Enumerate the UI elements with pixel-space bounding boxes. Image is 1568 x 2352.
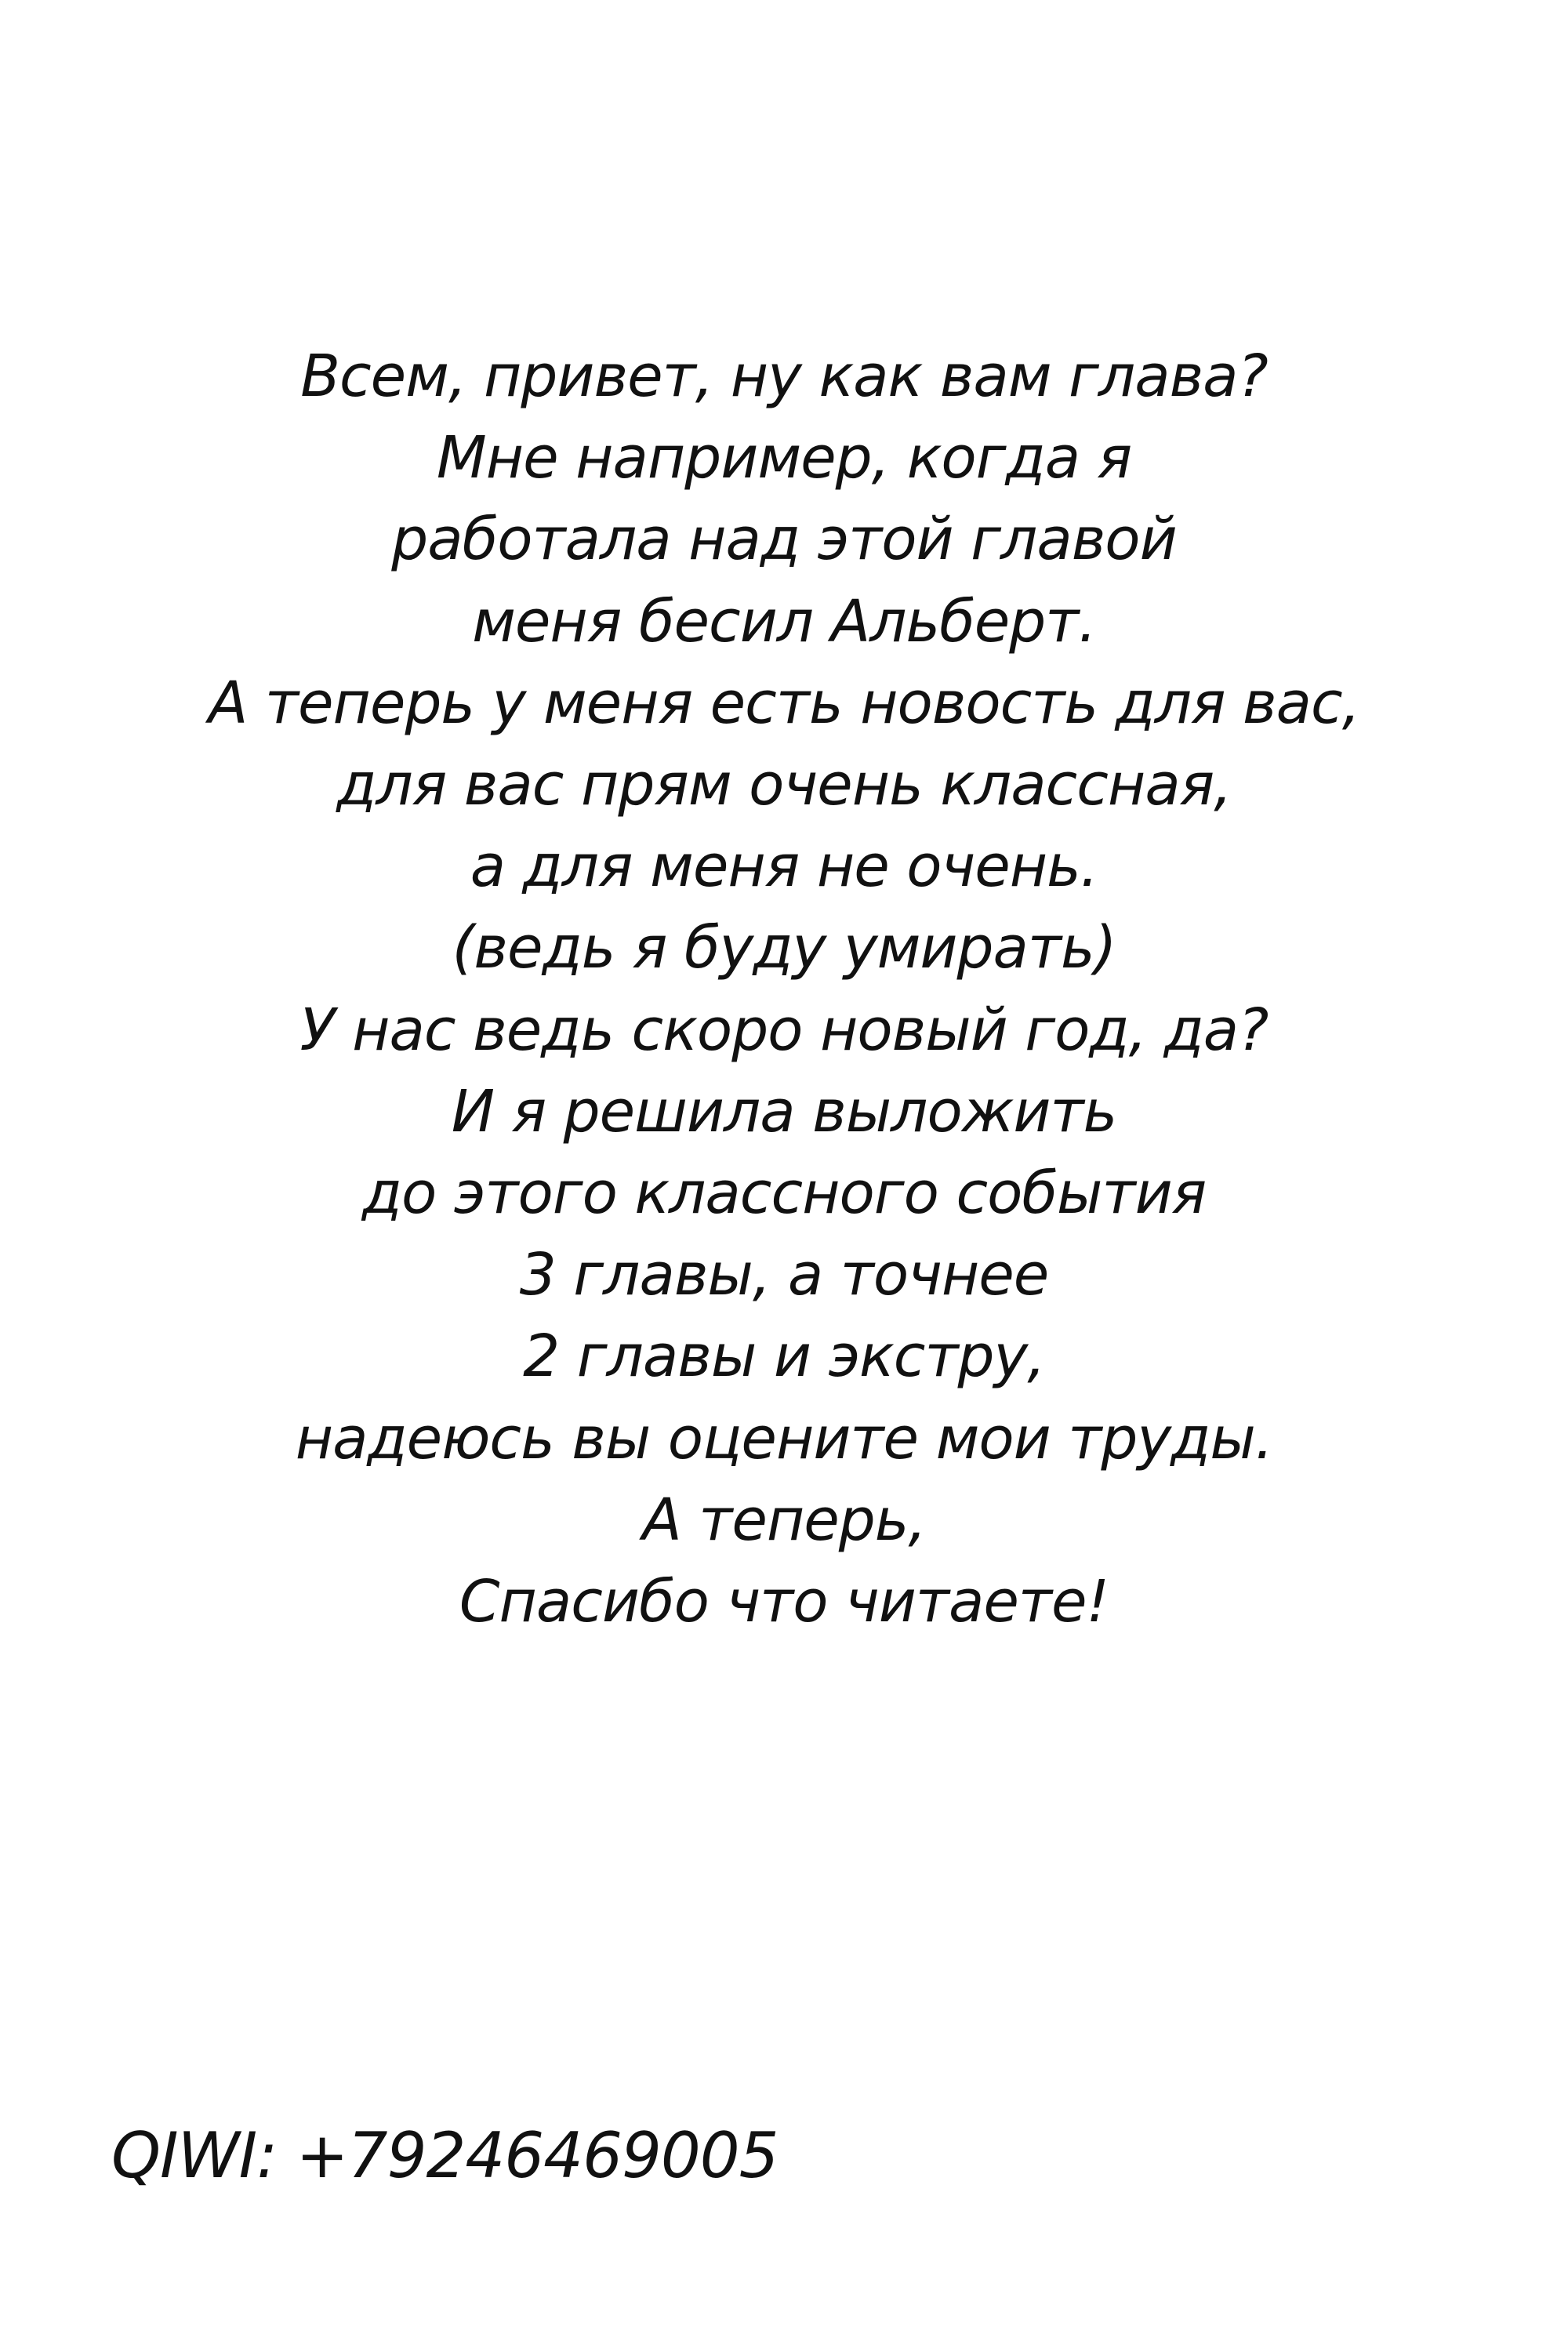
message-line: У нас ведь скоро новый год, да? (299, 996, 1269, 1064)
message-line: 3 главы, а точнее (519, 1241, 1049, 1309)
message-line: А теперь у меня есть новость для вас, (208, 669, 1360, 737)
message-line: (ведь я буду умирать) (452, 914, 1116, 982)
message-line: Всем, привет, ну как вам глава? (300, 343, 1268, 410)
message-line: И я решила выложить (451, 1077, 1117, 1145)
donation-info: QIWI: +79246469005 (111, 2119, 779, 2192)
message-line: Мне например, когда я (436, 424, 1132, 492)
message-line: надеюсь вы оцените мои труды. (295, 1404, 1273, 1472)
message-line: до этого классного события (361, 1160, 1207, 1228)
message-line: а для меня не очень. (470, 833, 1098, 901)
message-line: меня бесил Альберт. (472, 587, 1096, 655)
message-line: работала над этой главой (391, 506, 1177, 574)
message-line: А теперь, (642, 1486, 926, 1554)
message-line: Спасибо что читаете! (459, 1568, 1109, 1636)
message-line: для вас прям очень классная, (336, 751, 1232, 819)
message-line: 2 главы и экстру, (523, 1323, 1045, 1391)
message-text-block (0, 336, 1568, 1642)
